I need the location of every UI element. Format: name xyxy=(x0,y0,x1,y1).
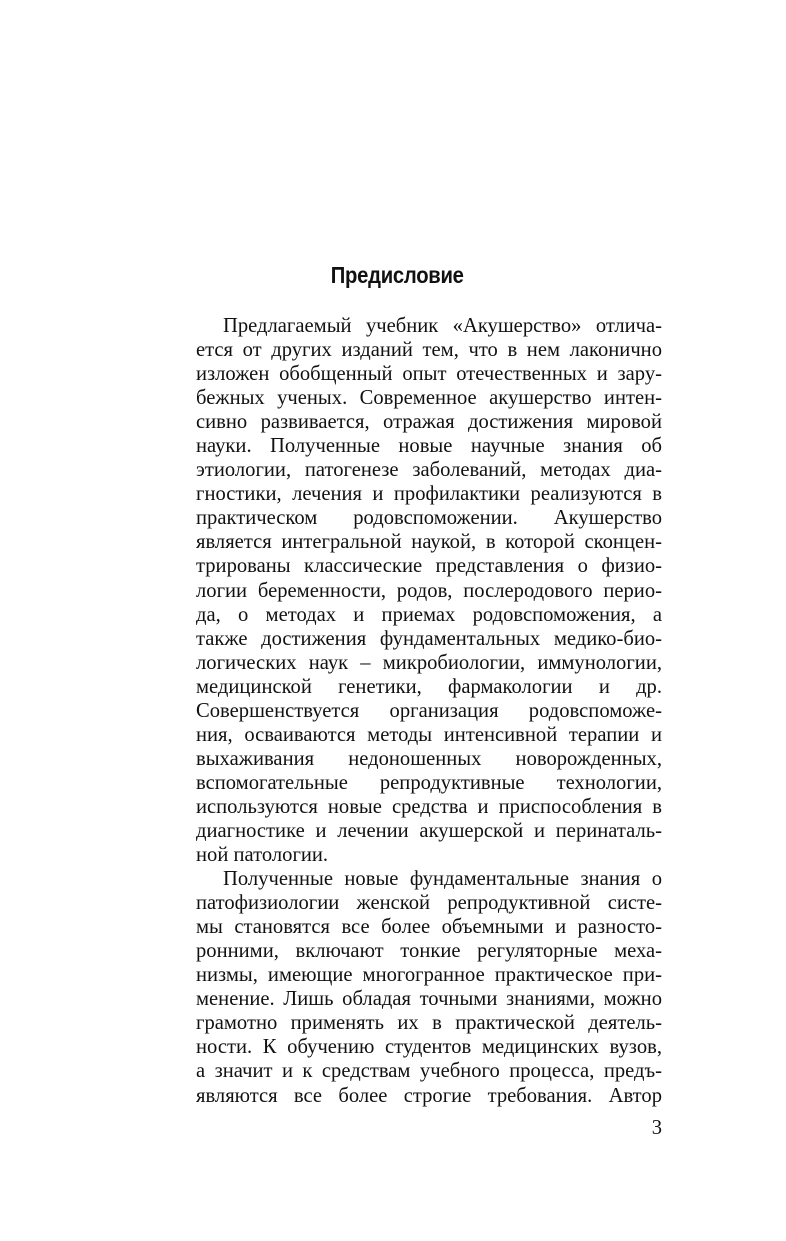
text-line: Полученные новые фундаментальные знания о xyxy=(223,868,662,891)
text-line: грамотно применять их в практической деятель- xyxy=(196,1012,662,1035)
text-line: ной патологии. xyxy=(196,844,329,867)
text-line: бежных ученых. Современное акушерство интен- xyxy=(196,387,662,410)
text-line: также достижения фундаментальных медико-био- xyxy=(196,627,662,650)
paragraph-1 xyxy=(196,314,662,867)
text-line: патофизиологии женской репродуктивной систе- xyxy=(196,892,662,915)
text-line: этиологии, патогенезе заболеваний, методах диа- xyxy=(196,459,662,482)
text-line: да, о методах и приемах родовспоможения, а xyxy=(196,603,662,626)
text-line: логических наук – микробиологии, иммунологии, xyxy=(196,651,662,674)
paragraph-2 xyxy=(196,867,662,1107)
page-title: Предисловие xyxy=(330,262,464,288)
text-line: ется от других изданий тем, что в нем лаконично xyxy=(196,339,662,362)
text-line: мы становятся все более объемными и разносто- xyxy=(196,916,662,939)
text-line: Предлагаемый учебник «Акушерство» отлича- xyxy=(223,315,662,337)
text-line: ронними, включают тонкие регуляторные меха- xyxy=(196,940,662,963)
text-line: практическом родовспоможении. Акушерство xyxy=(196,507,662,530)
text-line: менение. Лишь обладая точными знаниями, можно xyxy=(196,988,662,1011)
text-line: а значит и к средствам учебного процесса, предъ- xyxy=(196,1060,662,1083)
text-line: являются все более строгие требования. Автор xyxy=(196,1084,662,1107)
text-line: выхаживания недоношенных новорожденных, xyxy=(196,747,662,770)
text-line: является интегральной наукой, в которой сконцен- xyxy=(196,531,662,554)
page-number: 3 xyxy=(651,1117,662,1139)
text-line: изложен обобщенный опыт отечественных и зару- xyxy=(196,363,662,386)
text-line: низмы, имеющие многогранное практическое при- xyxy=(196,964,662,987)
body-text xyxy=(196,314,662,1108)
text-line: ния, осваиваются методы интенсивной терапии и xyxy=(196,723,662,746)
text-line: Совершенствуется организация родовспоможе- xyxy=(196,699,662,722)
text-line: сивно развивается, отражая достижения мировой xyxy=(196,411,662,434)
text-line: гностики, лечения и профилактики реализуются в xyxy=(196,483,662,506)
text-line: трированы классические представления о физио- xyxy=(196,555,662,578)
text-line: вспомогательные репродуктивные технологии, xyxy=(196,771,662,794)
text-line: логии беременности, родов, послеродового перио- xyxy=(196,579,662,602)
text-line: медицинской генетики, фармакологии и др. xyxy=(196,675,662,698)
text-line: используются новые средства и приспособления в xyxy=(196,795,662,818)
text-line: науки. Полученные новые научные знания об xyxy=(196,435,662,458)
text-line: диагностике и лечении акушерской и перинаталь- xyxy=(196,819,662,842)
text-line: ности. К обучению студентов медицинских вузов, xyxy=(196,1036,662,1059)
